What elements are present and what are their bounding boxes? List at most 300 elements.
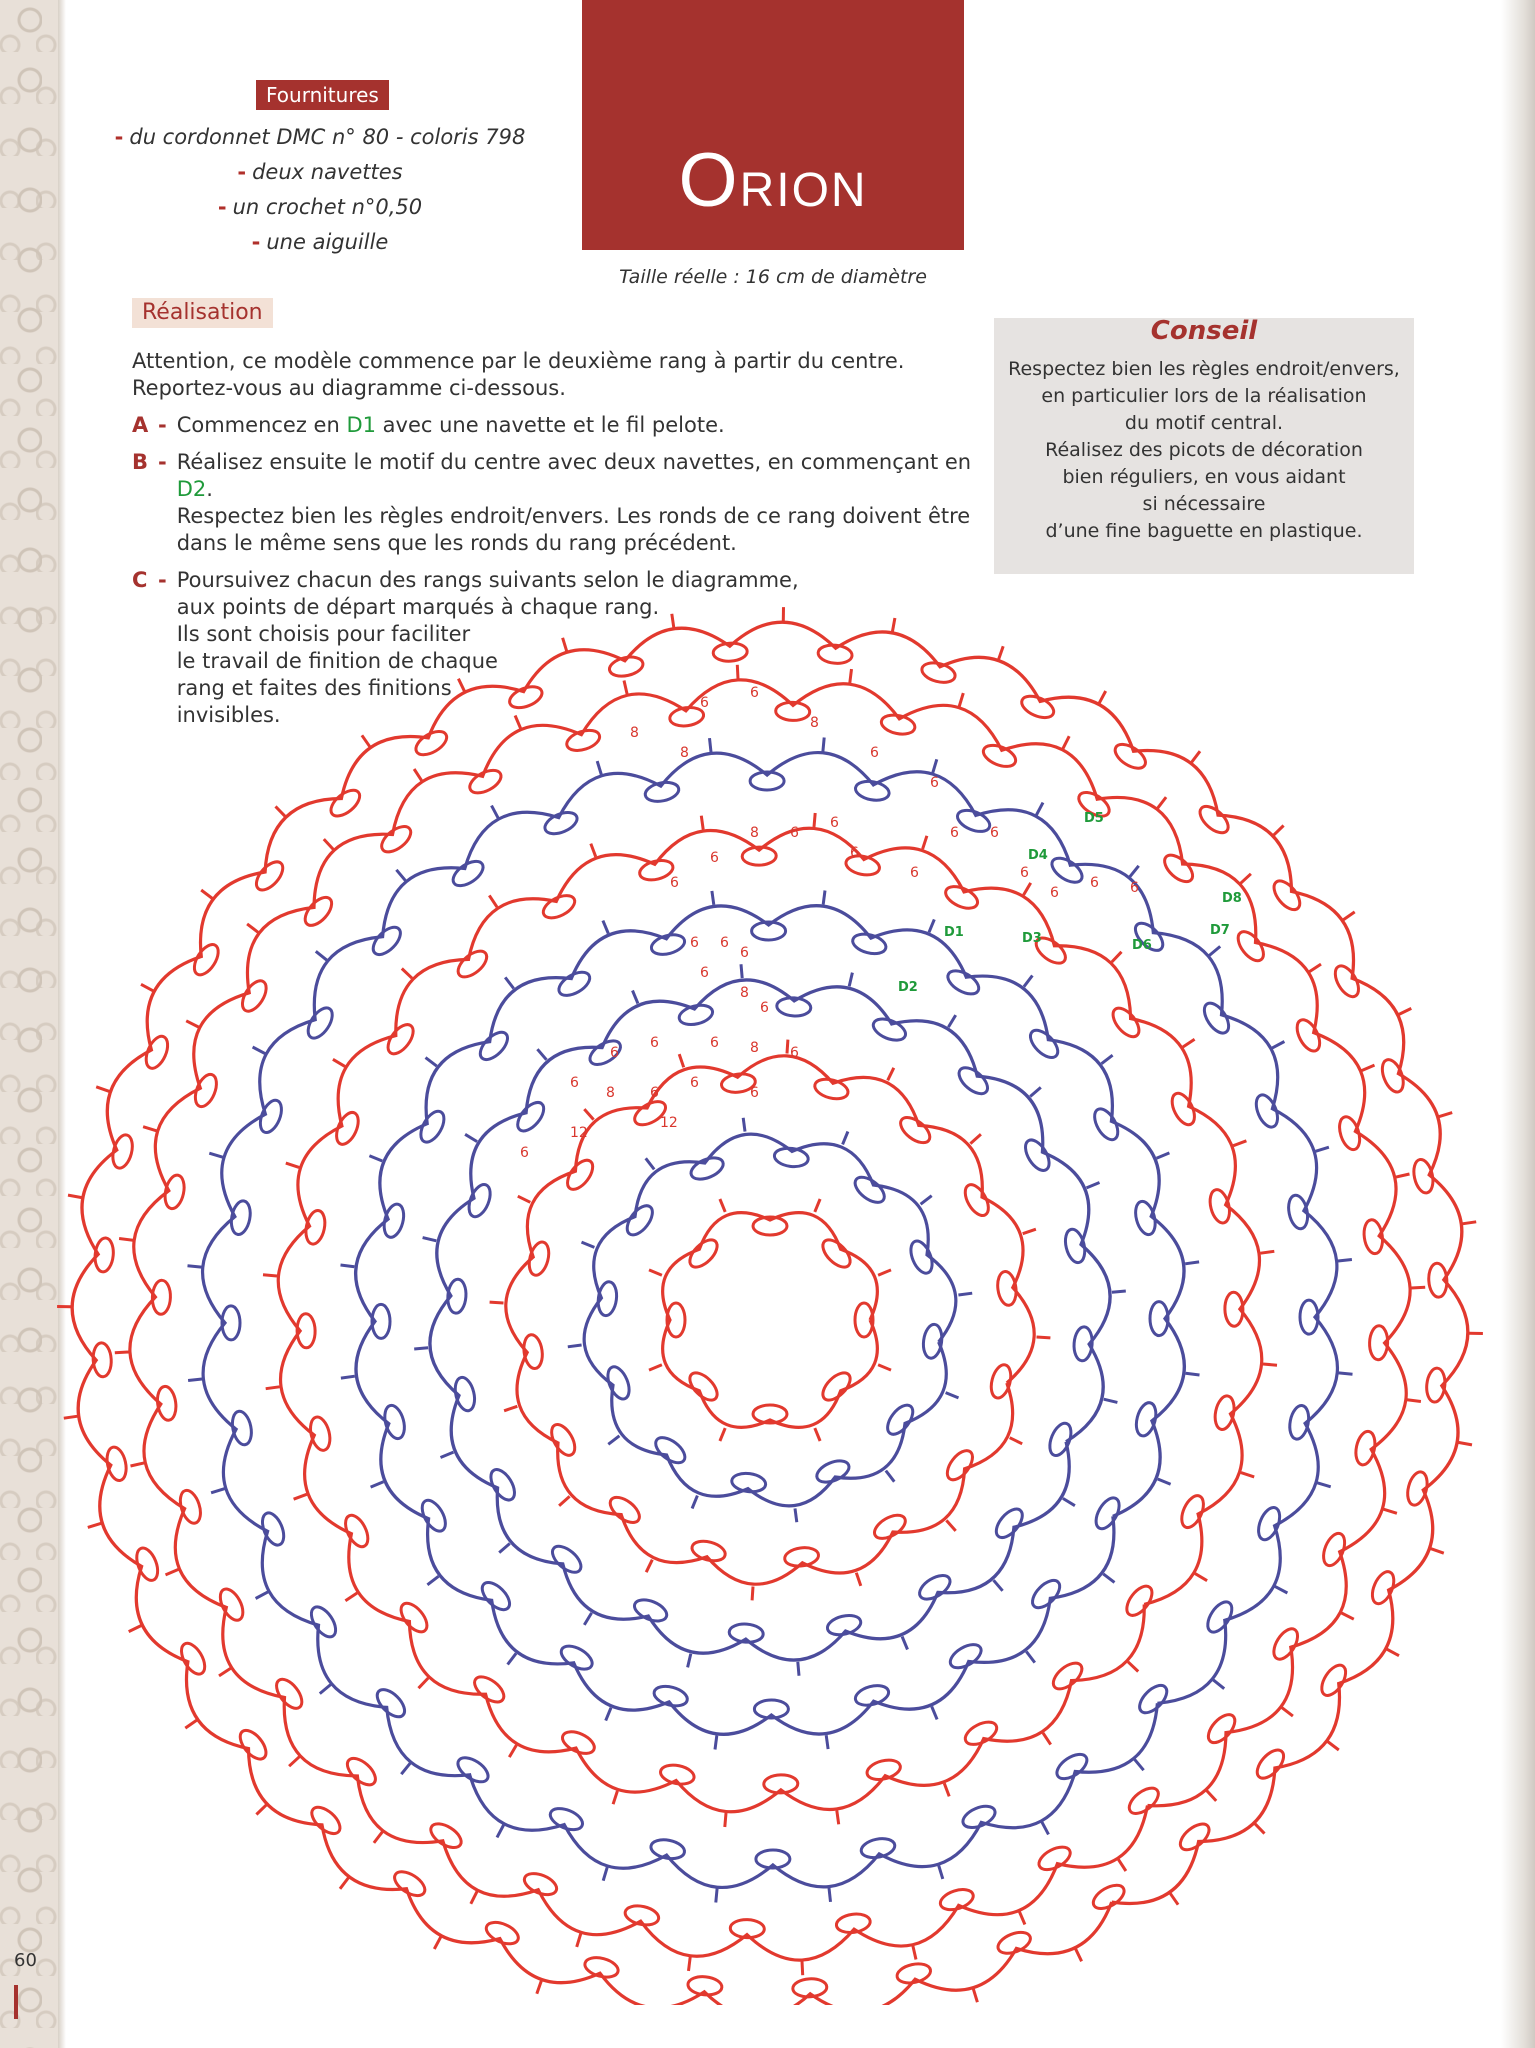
picot-mark xyxy=(948,1015,955,1027)
tatting-ring xyxy=(604,1364,634,1402)
ring-count-label: 6 xyxy=(950,825,959,841)
picot-mark xyxy=(795,1508,797,1522)
tatting-ring xyxy=(1269,1625,1302,1663)
tatting-ring xyxy=(921,1323,943,1359)
ring-count-label: 8 xyxy=(750,825,759,841)
diagram-ring xyxy=(57,607,1483,2005)
picot-mark xyxy=(913,1946,916,1960)
picot-mark xyxy=(1183,1039,1195,1047)
ring-count-label: 6 xyxy=(710,1035,719,1051)
ring-count-label: 6 xyxy=(740,945,749,961)
picot-mark xyxy=(1010,1438,1023,1444)
start-point-label: D3 xyxy=(1022,931,1042,946)
picot-mark xyxy=(849,973,852,987)
picot-mark xyxy=(256,1592,268,1599)
picot-mark xyxy=(188,1266,202,1267)
tatting-ring xyxy=(303,1004,337,1042)
picot-mark xyxy=(559,1496,570,1505)
ring-count-label: 6 xyxy=(650,1085,659,1101)
picot-mark xyxy=(1233,1141,1246,1146)
picot-mark xyxy=(64,1416,78,1418)
tatting-ring xyxy=(854,779,891,803)
tatting-ring xyxy=(1362,1219,1385,1255)
picot-mark xyxy=(419,1678,429,1688)
picot-mark xyxy=(970,1134,981,1143)
picot-mark xyxy=(209,1153,222,1157)
conseil-line: Respectez bien les règles endroit/envers, xyxy=(1008,358,1400,380)
tatting-ring xyxy=(235,1726,270,1764)
picot-mark xyxy=(341,1376,355,1378)
tatting-diagram xyxy=(50,585,1490,2005)
conseil-line: bien réguliers, en vous aidant xyxy=(1062,466,1346,488)
tatting-ring xyxy=(960,1802,998,1832)
picot-mark xyxy=(958,1293,972,1295)
tatting-ring xyxy=(954,806,992,836)
tatting-ring xyxy=(1331,962,1364,1000)
tatting-ring xyxy=(685,1235,722,1272)
picot-mark xyxy=(490,1302,504,1303)
supplies-list xyxy=(110,120,530,260)
tatting-chain xyxy=(584,1134,956,1506)
picot-mark xyxy=(1275,1586,1287,1593)
picot-mark xyxy=(1024,883,1031,895)
tatting-ring xyxy=(272,1675,307,1713)
tatting-ring xyxy=(1353,1430,1378,1467)
tatting-ring xyxy=(256,1097,286,1135)
picot-mark xyxy=(1112,952,1122,962)
ring-count-label: 6 xyxy=(790,1045,799,1061)
picot-mark xyxy=(843,1132,848,1145)
picot-mark xyxy=(1338,1260,1352,1262)
picot-mark xyxy=(396,870,405,881)
picot-mark xyxy=(1439,1113,1452,1117)
tatting-ring xyxy=(177,1639,210,1677)
conseil-text xyxy=(994,356,1414,545)
diagram-ring xyxy=(490,1040,1051,1601)
tatting-ring xyxy=(476,1027,513,1064)
tatting-ring xyxy=(1203,1598,1237,1636)
picot-mark xyxy=(1255,1824,1265,1834)
tatting-ring xyxy=(860,1836,897,1860)
tatting-ring xyxy=(542,808,580,838)
picot-mark xyxy=(1118,1859,1126,1871)
picot-mark xyxy=(1030,1087,1041,1096)
picot-mark xyxy=(1317,1483,1330,1487)
picot-mark xyxy=(504,1406,517,1411)
picot-mark xyxy=(878,1270,891,1275)
picot-mark xyxy=(591,844,596,857)
picot-mark xyxy=(1087,1183,1100,1188)
picot-mark xyxy=(837,1811,839,1825)
picot-mark xyxy=(829,1888,831,1902)
picot-mark xyxy=(119,1239,133,1241)
step-letter: C xyxy=(132,568,148,592)
tatting-ring xyxy=(142,1033,172,1071)
tatting-ring xyxy=(773,1146,809,1168)
picot-mark xyxy=(537,1981,542,1994)
ring-count-label: 6 xyxy=(670,875,679,891)
tatting-ring xyxy=(649,1837,686,1861)
picot-mark xyxy=(932,1707,937,1720)
picot-mark xyxy=(716,1889,717,1903)
picot-mark xyxy=(737,665,738,679)
picot-mark xyxy=(289,1757,299,1767)
tatting-ring xyxy=(1026,1026,1063,1063)
ring-count-label: 6 xyxy=(760,1000,769,1016)
tatting-ring xyxy=(1160,850,1197,886)
picot-mark xyxy=(1431,1549,1444,1554)
picot-mark xyxy=(185,1720,197,1728)
tatting-ring xyxy=(483,1918,521,1948)
tatting-ring xyxy=(1021,1136,1054,1174)
picot-mark xyxy=(710,738,712,752)
picot-mark xyxy=(1399,1008,1412,1014)
picot-mark xyxy=(505,977,514,988)
picot-mark xyxy=(563,638,567,651)
picot-mark xyxy=(1458,1442,1472,1445)
ring-count-label: 8 xyxy=(630,725,639,741)
picot-mark xyxy=(1185,1262,1199,1264)
ring-count-label: 6 xyxy=(830,815,839,831)
picot-mark xyxy=(143,1127,156,1131)
picot-mark xyxy=(1195,1574,1207,1581)
tatting-ring xyxy=(307,1802,344,1838)
picot-mark xyxy=(426,1058,437,1067)
picot-mark xyxy=(1384,1509,1397,1513)
tatting-ring xyxy=(559,1727,597,1757)
ring-count-label: 6 xyxy=(990,825,999,841)
tatting-ring xyxy=(814,1457,852,1487)
ring-count-label: 6 xyxy=(790,825,799,841)
picot-mark xyxy=(1063,1498,1075,1505)
picot-mark xyxy=(324,839,334,849)
tatting-ring xyxy=(659,1762,696,1786)
step-letter: A xyxy=(132,413,149,437)
conseil-line: du motif central. xyxy=(1124,412,1284,434)
picot-mark xyxy=(1272,1042,1284,1049)
size-note: Taille réelle : 16 cm de diamètre xyxy=(619,266,927,288)
picot-mark xyxy=(798,1662,799,1676)
tatting-ring xyxy=(1049,1658,1087,1694)
step-b: B - Réalisez ensuite le motif du centre avec deux navettes, en commençant en D2. Respectez bien les règles endroit/envers. Les ronds de ce rang doivent être dans le même sens que les ronds du rang précédent. xyxy=(132,449,1012,557)
picot-mark xyxy=(129,1626,142,1632)
ring-count-label: 6 xyxy=(610,1045,619,1061)
picot-mark xyxy=(1158,797,1167,808)
picot-mark xyxy=(826,1735,828,1749)
picot-mark xyxy=(701,816,703,830)
picot-mark xyxy=(1343,912,1355,920)
picot-mark xyxy=(141,984,153,991)
tatting-chain xyxy=(278,828,1262,1812)
picot-mark xyxy=(434,1937,441,1949)
picot-mark xyxy=(944,1783,949,1796)
tatting-ring xyxy=(818,1235,855,1272)
picot-mark xyxy=(994,1580,1003,1591)
picot-mark xyxy=(256,1805,266,1815)
step-letter: B xyxy=(132,450,149,474)
picot-mark xyxy=(458,679,464,692)
picot-mark xyxy=(1103,1574,1114,1583)
picot-mark xyxy=(1036,803,1043,815)
picot-mark xyxy=(1387,1649,1399,1656)
picot-mark xyxy=(715,1736,717,1750)
diagram-drawing xyxy=(50,585,1490,2005)
picot-mark xyxy=(1099,691,1106,703)
picot-mark xyxy=(1192,751,1201,762)
picot-mark xyxy=(679,1054,684,1067)
tatting-ring xyxy=(1317,1661,1350,1699)
tatting-ring xyxy=(258,1510,288,1548)
picot-mark xyxy=(414,769,422,781)
tatting-ring xyxy=(1286,1194,1310,1231)
picot-mark xyxy=(939,1866,943,1879)
picot-mark xyxy=(1043,1733,1051,1745)
tatting-ring xyxy=(731,1471,767,1493)
picot-mark xyxy=(692,1496,697,1509)
picot-mark xyxy=(720,1428,725,1441)
picot-mark xyxy=(1339,1373,1353,1374)
tatting-ring xyxy=(1091,1494,1124,1532)
picot-mark xyxy=(752,1587,753,1601)
ring-count-label: 6 xyxy=(720,935,729,951)
tatting-ring xyxy=(1177,1492,1207,1530)
picot-mark xyxy=(603,1867,607,1880)
tatting-ring xyxy=(391,1867,429,1900)
tatting-ring xyxy=(944,966,982,999)
ring-count-label: 6 xyxy=(690,1075,699,1091)
picot-mark xyxy=(201,890,212,899)
tatting-ring xyxy=(417,1496,450,1534)
tatting-ring xyxy=(412,727,450,760)
picot-mark xyxy=(131,1463,145,1466)
start-point-label: D5 xyxy=(1084,811,1104,826)
start-mark: D1 xyxy=(346,413,376,437)
ring-count-label: 8 xyxy=(740,985,749,1001)
tatting-ring xyxy=(343,1754,380,1790)
ring-count-label: 12 xyxy=(660,1115,678,1131)
binding-shadow xyxy=(1501,0,1535,2048)
picot-mark xyxy=(688,1654,691,1668)
picot-mark xyxy=(1241,874,1251,884)
tatting-ring xyxy=(396,1599,432,1637)
title-banner xyxy=(582,0,964,250)
supplies-item: - deux navettes xyxy=(237,160,403,184)
tatting-chain xyxy=(356,906,1185,1735)
picot-mark xyxy=(188,1379,202,1381)
tatting-ring xyxy=(1411,1158,1436,1195)
tatting-ring xyxy=(555,967,593,1000)
picot-mark xyxy=(402,969,412,979)
tatting-ring xyxy=(303,1209,327,1246)
tatting-ring xyxy=(548,1541,586,1577)
picot-mark xyxy=(1128,1662,1138,1672)
tatting-ring xyxy=(427,1819,465,1852)
picot-mark xyxy=(515,716,521,729)
step-a: A - Commencez en D1 avec une navette et le fil pelote. xyxy=(132,413,725,437)
picot-mark xyxy=(166,1569,179,1575)
picot-mark xyxy=(633,991,638,1004)
tatting-ring xyxy=(1200,999,1234,1037)
picot-mark xyxy=(608,1436,619,1445)
picot-mark xyxy=(1241,1473,1254,1477)
ring-count-label: 6 xyxy=(710,850,719,866)
tatting-ring xyxy=(631,1596,669,1626)
picot-mark xyxy=(1396,1174,1410,1177)
ring-count-label: 6 xyxy=(690,935,699,951)
picot-mark xyxy=(341,1265,355,1267)
picot-mark xyxy=(802,1961,803,1975)
ring-count-label: 6 xyxy=(750,685,759,701)
picot-mark xyxy=(68,1195,82,1198)
diagram-ring xyxy=(568,1118,972,1522)
ring-count-label: 8 xyxy=(750,1040,759,1056)
ring-count-label: 6 xyxy=(1090,875,1099,891)
picot-mark xyxy=(96,1087,109,1092)
ring-count-label: 6 xyxy=(520,1145,529,1161)
picot-mark xyxy=(959,693,963,706)
picot-mark xyxy=(263,1275,277,1276)
picot-mark xyxy=(1042,1822,1049,1834)
tatting-ring xyxy=(104,1445,129,1482)
picot-mark xyxy=(720,1199,725,1212)
tatting-ring xyxy=(1204,1710,1240,1747)
picot-mark xyxy=(1130,866,1139,877)
picot-mark xyxy=(186,1021,199,1027)
supplies-item: - un crochet n°0,50 xyxy=(217,195,423,219)
tatting-ring xyxy=(991,1505,1027,1543)
ring-count-label: 6 xyxy=(850,845,859,861)
tatting-ring xyxy=(307,1603,341,1641)
ring-count-label: 6 xyxy=(700,695,709,711)
tatting-ring xyxy=(377,822,415,857)
tatting-ring xyxy=(547,1804,585,1834)
picot-mark xyxy=(892,618,895,632)
picot-mark xyxy=(815,1199,820,1212)
picot-mark xyxy=(1341,1613,1354,1619)
picot-mark xyxy=(646,1560,652,1573)
tatting-ring xyxy=(1368,1569,1398,1607)
tatting-ring xyxy=(1292,1016,1324,1054)
tatting-ring xyxy=(1269,876,1304,914)
picot-mark xyxy=(509,1745,516,1757)
picot-mark xyxy=(649,1270,662,1275)
picot-mark xyxy=(320,1685,331,1694)
tatting-ring xyxy=(685,1368,722,1405)
picot-mark xyxy=(465,1134,477,1141)
picot-mark xyxy=(369,1156,382,1161)
picot-mark xyxy=(1316,1147,1329,1151)
tatting-ring xyxy=(540,891,578,922)
picot-mark xyxy=(253,1047,265,1054)
tatting-ring xyxy=(1135,1681,1172,1718)
picot-mark xyxy=(1102,1055,1113,1064)
start-point-label: D1 xyxy=(944,925,964,940)
supplies-heading: Fournitures xyxy=(256,80,389,110)
picot-mark xyxy=(584,1613,591,1625)
start-point-label: D8 xyxy=(1222,891,1242,906)
tatting-ring xyxy=(522,1334,544,1370)
picot-mark xyxy=(286,1163,299,1167)
picot-mark xyxy=(276,806,286,816)
ring-count-label: 6 xyxy=(750,1085,759,1101)
conseil-heading: Conseil xyxy=(1150,316,1258,346)
picot-mark xyxy=(492,806,499,818)
tatting-chain xyxy=(130,680,1410,1960)
picot-mark xyxy=(537,1049,546,1060)
tatting-ring xyxy=(372,1685,409,1722)
picot-mark xyxy=(712,891,714,905)
tatting-ring xyxy=(1028,1576,1065,1613)
picot-mark xyxy=(1158,1479,1171,1484)
picot-mark xyxy=(946,1520,955,1531)
picot-mark xyxy=(1282,1708,1293,1717)
picot-mark xyxy=(888,1068,894,1081)
ring-count-label: 8 xyxy=(810,715,819,731)
picot-mark xyxy=(886,1471,895,1482)
tatting-ring xyxy=(1212,1394,1236,1431)
picot-mark xyxy=(1462,1222,1476,1224)
tatting-ring xyxy=(454,946,492,982)
tatting-ring xyxy=(996,1270,1018,1306)
start-point-label: D2 xyxy=(898,980,918,995)
page-title: ORION xyxy=(678,138,868,223)
picot-mark xyxy=(933,759,937,772)
tatting-ring xyxy=(644,780,681,804)
picot-mark xyxy=(1407,1400,1421,1402)
tatting-ring xyxy=(596,1281,618,1317)
ring-count-label: 6 xyxy=(650,1035,659,1051)
picot-mark xyxy=(374,1832,383,1843)
tatting-chain xyxy=(430,980,1110,1660)
picot-mark xyxy=(999,646,1004,659)
picot-mark xyxy=(1274,826,1284,836)
picot-mark xyxy=(606,1708,611,1721)
picot-mark xyxy=(743,1118,745,1132)
picot-mark xyxy=(923,836,927,849)
tatting-ring xyxy=(1252,1092,1282,1130)
diagram-ring xyxy=(341,891,1200,1750)
tatting-ring xyxy=(955,1063,993,1099)
ring-count-label: 6 xyxy=(700,965,709,981)
picot-mark xyxy=(814,813,815,827)
picot-mark xyxy=(1207,1791,1217,1801)
tatting-ring xyxy=(870,1015,908,1045)
picot-mark xyxy=(582,1242,595,1247)
picot-mark xyxy=(1037,1337,1051,1338)
tatting-ring xyxy=(368,922,405,959)
tatting-ring xyxy=(1035,1842,1073,1874)
page-marker xyxy=(14,1985,18,2019)
picot-mark xyxy=(1104,1399,1118,1402)
tatting-ring xyxy=(477,1578,514,1615)
tatting-ring xyxy=(341,1512,372,1550)
tatting-ring xyxy=(623,1903,660,1928)
diagram-ring xyxy=(188,738,1353,1903)
picot-mark xyxy=(508,1653,516,1664)
picot-mark xyxy=(921,1196,932,1205)
tatting-ring xyxy=(1252,1745,1288,1782)
picot-mark xyxy=(333,1059,345,1066)
picot-mark xyxy=(1019,1912,1025,1925)
picot-mark xyxy=(371,1482,384,1487)
picot-mark xyxy=(247,924,258,933)
tatting-ring xyxy=(960,1181,993,1219)
picot-mark xyxy=(345,1593,357,1601)
picot-mark xyxy=(584,1109,593,1120)
conseil-line: d’une fine baguette en plastique. xyxy=(1045,520,1363,542)
tatting-ring xyxy=(332,1109,362,1147)
conseil-line: si nécessaire xyxy=(1142,493,1266,515)
